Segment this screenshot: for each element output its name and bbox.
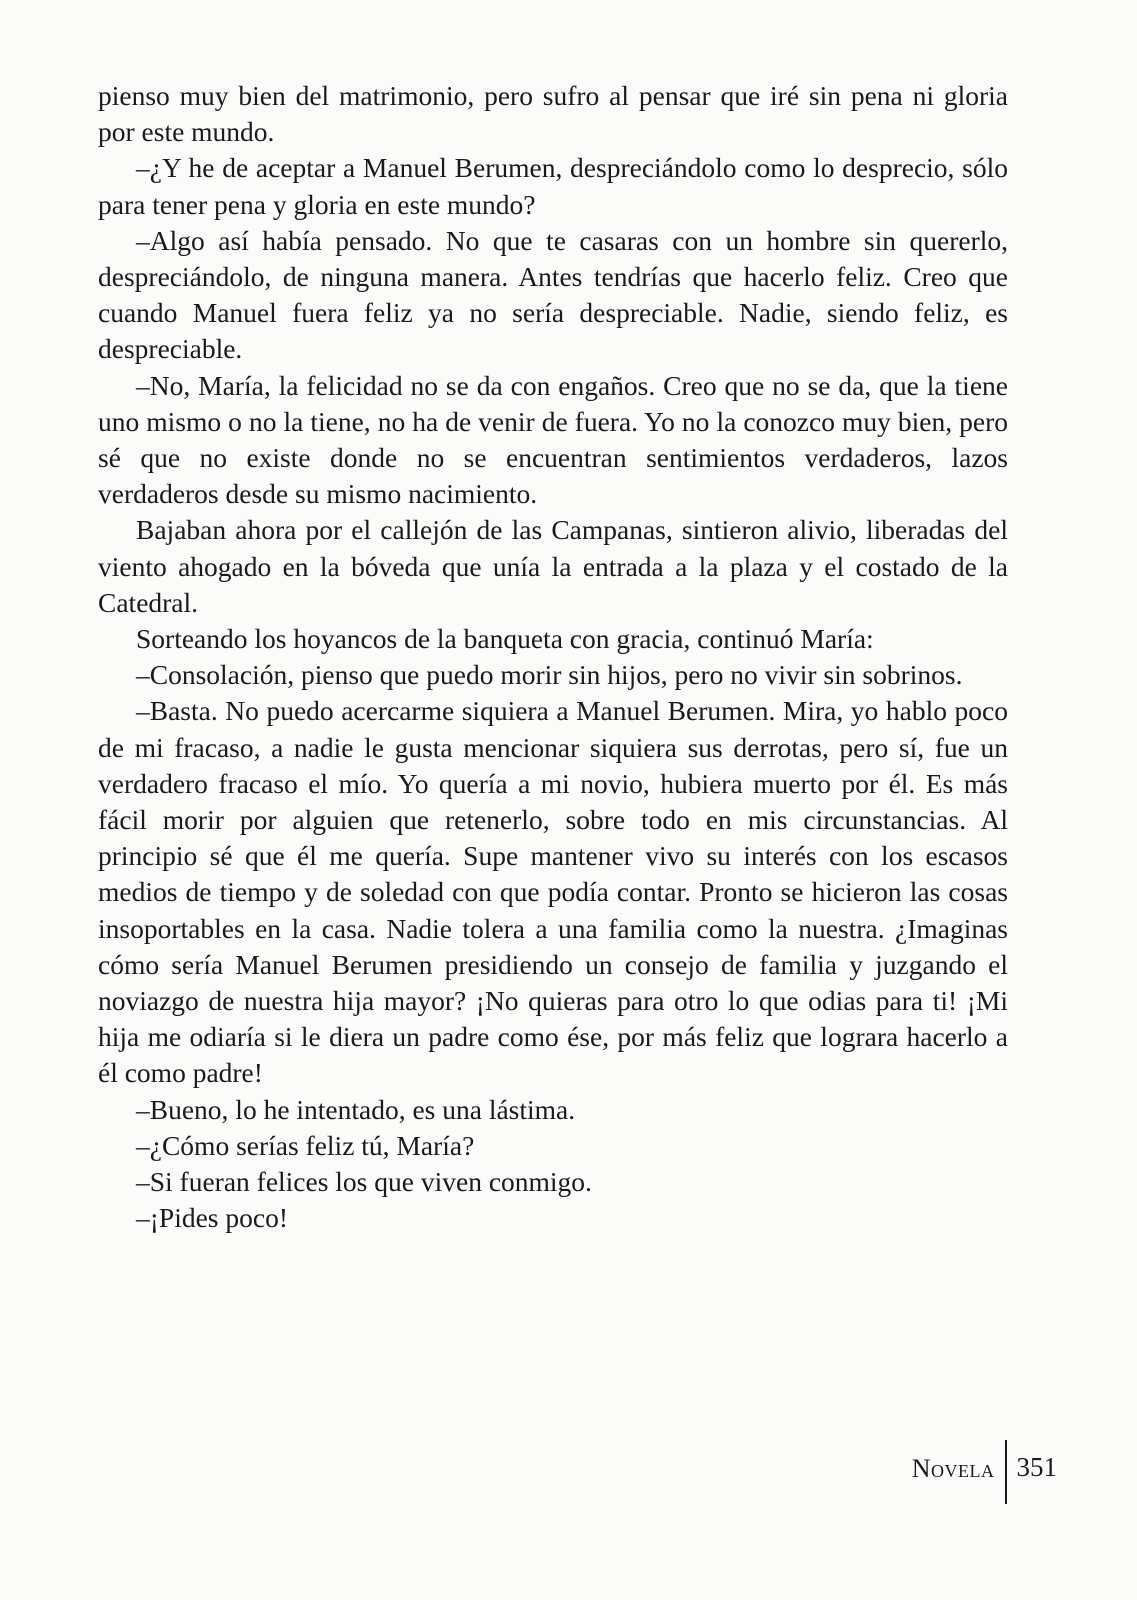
paragraph-dialog: –¡Pides poco! xyxy=(136,1202,288,1234)
paragraph-continuation: pienso muy bien del matrimonio, pero sufro al pensar que iré sin pena ni gloria por este mundo. xyxy=(98,80,1008,148)
paragraph-dialog: –¿Cómo serías feliz tú, María? xyxy=(136,1129,475,1161)
paragraph-dialog: –Algo así había pensado. No que te casaras con un hombre sin quererlo, despreciándolo, de ninguna manera. Antes tendrías que hacerlo feliz. Creo que cuando Manuel fuera feliz ya no sería despreciable. Nadie, siendo feliz, es despreciable. xyxy=(98,224,1008,365)
section-name: Novela xyxy=(911,1454,995,1483)
paragraph-narration: Sorteando los hoyancos de la banqueta con gracia, continuó María: xyxy=(136,623,874,655)
paragraph-dialog: –Bueno, lo he intentado, es una lástima. xyxy=(136,1093,576,1125)
page-number: 351 xyxy=(1016,1452,1057,1482)
paragraph-narration: Bajaban ahora por el callejón de las Campanas, sintieron alivio, liberadas del viento ahogado en la bóveda que unía la entrada a la plaza y el costado de la Catedral. xyxy=(98,514,1008,618)
body-text xyxy=(98,78,1008,1237)
paragraph-dialog: –Consolación, pienso que puedo morir sin hijos, pero no vivir sin sobrinos. xyxy=(136,659,963,691)
page-footer xyxy=(912,1440,1057,1504)
paragraph-dialog: –Si fueran felices los que viven conmigo. xyxy=(136,1166,592,1198)
paragraph-dialog: –¿Y he de aceptar a Manuel Berumen, despreciándolo como lo desprecio, sólo para tener pena y gloria en este mundo? xyxy=(98,152,1008,220)
paragraph-dialog: –No, María, la felicidad no se da con engaños. Creo que no se da, que la tiene uno mismo o no la tiene, no ha de venir de fuera. Yo no la conozco muy bien, pero sé que no existe donde no se encuentran sentimientos verdaderos, lazos verdaderos desde su mismo nacimiento. xyxy=(98,369,1008,510)
paragraph-dialog: –Basta. No puedo acercarme siquiera a Manuel Berumen. Mira, yo hablo poco de mi fracaso, a nadie le gusta mencionar siquiera sus derrotas, pero sí, fue un verdadero fracaso el mío. Yo quería a mi novio, hubiera muerto por él. Es más fácil morir por alguien que retenerlo, sobre todo en mis circunstancias. Al principio sé que él me quería. Supe mantener vivo su interés con los escasos medios de tiempo y de soledad con que podía contar. Pronto se hicieron las cosas insoportables en la casa. Nadie tolera a una familia como la nuestra. ¿Imaginas cómo sería Manuel Berumen presidiendo un consejo de familia y juzgando el noviazgo de nuestra hija mayor? ¡No quieras para otro lo que odias para ti! ¡Mi hija me odiaría si le diera un padre como ése, por más feliz que lograra hacerlo a él como padre! xyxy=(98,695,1008,1089)
